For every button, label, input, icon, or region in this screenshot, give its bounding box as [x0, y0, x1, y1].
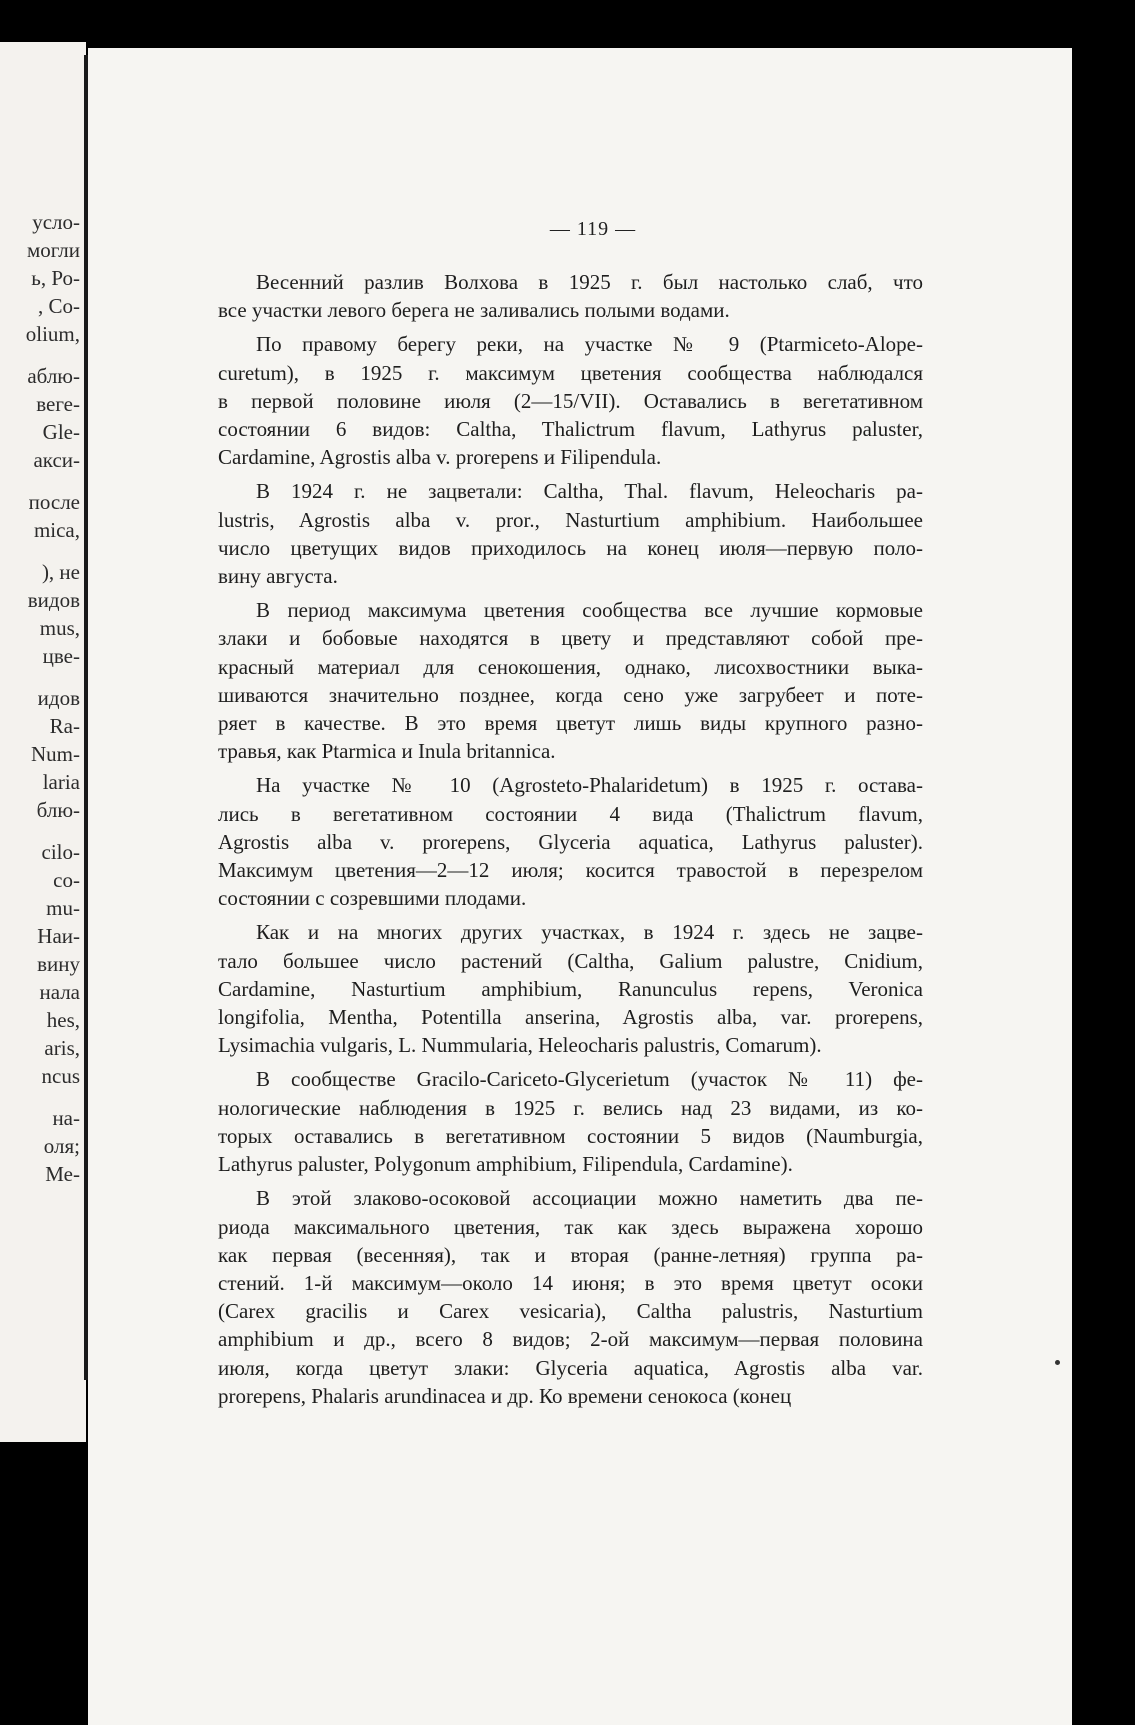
text-line: В сообществе Gracilo-Cariceto-Glycerietum (участок № 11) фе- — [256, 1067, 923, 1092]
previous-page-fragment: цве- — [42, 644, 80, 668]
previous-page-fragment: Наи- — [37, 924, 80, 948]
text-line: как первая (весенняя), так и вторая (ранне-летняя) группа ра- — [218, 1242, 923, 1267]
text-line: торых оставались в вегетативном состоянии 5 видов (Naumburgia, — [218, 1123, 923, 1148]
previous-page-fragment: Ме- — [45, 1162, 80, 1186]
text-line: Agrostis alba v. prorepens, Glyceria aquatica, Lathyrus paluster). — [218, 829, 923, 854]
previous-page-fragment: идов — [37, 686, 80, 710]
previous-page-fragment: нала — [39, 980, 80, 1004]
paragraph — [218, 330, 923, 471]
previous-page-fragment: Gle- — [42, 420, 80, 444]
text-line: В период максимума цветения сообщества все лучшие кормовые — [256, 598, 923, 623]
text-line: число цветущих видов приходилось на конец июля—первую поло- — [218, 535, 923, 560]
text-line: curetum), в 1925 г. максимум цветения сообщества наблюдался — [218, 360, 923, 385]
previous-page-fragment: акси- — [33, 448, 80, 472]
previous-page-fragment: усло- — [32, 210, 80, 234]
previous-page-fragment: cilo- — [41, 840, 80, 864]
previous-page-fragment: mus, — [39, 616, 80, 640]
paragraph — [218, 1065, 923, 1178]
text-line: июля, когда цветут злаки: Glyceria aquatica, Agrostis alba var. — [218, 1355, 923, 1380]
previous-page-edge — [0, 42, 86, 1442]
previous-page-fragment: Ra- — [49, 714, 80, 738]
text-line: Максимум цветения—2—12 июля; косится травостой в перезрелом — [218, 858, 923, 883]
text-line: шиваются значительно позднее, когда сено уже загрубеет и поте- — [218, 682, 923, 707]
text-line: злаки и бобовые находятся в цвету и представляют собой пре- — [218, 626, 923, 651]
previous-page-fragment: ь, Ро- — [31, 266, 80, 290]
text-line: amphibium и др., всего 8 видов; 2-ой максимум—первая половина — [218, 1327, 923, 1352]
text-line: Cardamine, Agrostis alba v. prorepens и Filipendula. — [218, 445, 662, 470]
paragraph — [218, 771, 923, 912]
previous-page-fragment: после — [28, 490, 80, 514]
previous-page-fragment: aris, — [44, 1036, 80, 1060]
text-line: стений. 1-й максимум—около 14 июня; в это время цветут осоки — [218, 1270, 923, 1295]
previous-page-fragment: блю- — [36, 798, 80, 822]
previous-page-fragment: mica, — [33, 518, 80, 542]
text-line: Весенний разлив Волхова в 1925 г. был настолько слаб, что — [256, 270, 923, 294]
text-line: Lathyrus paluster, Polygonum amphibium, Filipendula, Cardamine). — [218, 1152, 793, 1177]
text-line: все участки левого берега не заливались полыми водами. — [218, 298, 730, 323]
previous-page-fragment: laria — [42, 770, 80, 794]
book-page — [88, 48, 1072, 1725]
previous-page-fragment: , Co- — [38, 294, 80, 318]
previous-page-fragment: вину — [37, 952, 80, 976]
previous-page-fragment: ncus — [41, 1064, 80, 1088]
paragraph — [218, 918, 923, 1059]
text-line: риода максимального цветения, так как здесь выражена хорошо — [218, 1214, 923, 1239]
text-line: вину августа. — [218, 564, 338, 589]
text-line: (Carex gracilis и Carex vesicaria), Caltha palustris, Nasturtium — [218, 1299, 923, 1324]
previous-page-fragment: Num- — [31, 742, 80, 766]
text-line: ряет в качестве. В это время цветут лишь виды крупного разно- — [218, 711, 923, 736]
previous-page-fragment: веге- — [36, 392, 80, 416]
body-text — [218, 268, 923, 1410]
previous-page-fragment: ), не — [41, 560, 80, 584]
paragraph — [218, 596, 923, 765]
text-line: Как и на многих других участках, в 1924 г. здесь не зацве- — [256, 920, 923, 945]
text-line: По правому берегу реки, на участке № 9 (Ptarmiceto-Alope- — [256, 332, 923, 357]
text-line: longifolia, Mentha, Potentilla anserina, Agrostis alba, var. prorepens, — [218, 1005, 923, 1030]
previous-page-fragment: оля; — [43, 1134, 80, 1158]
text-line: lustris, Agrostis alba v. pror., Nasturtium amphibium. Наибольшее — [218, 507, 923, 532]
text-line: На участке № 10 (Agrosteto-Phalaridetum) в 1925 г. остава- — [256, 773, 923, 798]
previous-page-fragment: видов — [27, 588, 80, 612]
previous-page-fragment: mu- — [46, 896, 80, 920]
text-line: нологические наблюдения в 1925 г. велись над 23 видами, из ко- — [218, 1095, 923, 1120]
text-line: Cardamine, Nasturtium amphibium, Ranunculus repens, Veronica — [218, 976, 923, 1001]
previous-page-fragment: co- — [53, 868, 80, 892]
paragraph — [218, 268, 923, 324]
previous-page-fragment: аблю- — [27, 364, 80, 388]
text-line: красный материал для сенокошения, однако, лисохвостники выка- — [218, 654, 923, 679]
text-line: Lysimachia vulgaris, L. Nummularia, Heleocharis palustris, Comarum). — [218, 1033, 822, 1058]
previous-page-fragment: могли — [26, 238, 80, 262]
previous-page-fragment: на- — [52, 1106, 80, 1130]
text-line: в первой половине июля (2—15/VII). Оставались в вегетативном — [218, 388, 923, 413]
margin-dot — [1055, 1360, 1060, 1365]
previous-page-fragment: hes, — [46, 1008, 80, 1032]
text-line: лись в вегетативном состоянии 4 вида (Thalictrum flavum, — [218, 801, 923, 826]
text-line: травья, как Ptarmica и Inula britannica. — [218, 739, 556, 764]
paragraph — [218, 1184, 923, 1410]
text-line: В этой злаково-осоковой ассоциации можно наметить два пе- — [256, 1186, 923, 1211]
page-number: — 119 — — [549, 218, 637, 240]
text-line: prorepens, Phalaris arundinacea и др. Ко времени сенокоса (конец — [218, 1383, 792, 1408]
text-line: состоянии с созревшими плодами. — [218, 886, 527, 911]
paragraph — [218, 477, 923, 590]
previous-page-fragment: olium, — [25, 322, 80, 346]
text-line: тало большее число растений (Caltha, Galium palustre, Cnidium, — [218, 948, 923, 973]
text-line: состоянии 6 видов: Caltha, Thalictrum flavum, Lathyrus paluster, — [218, 417, 923, 442]
text-line: В 1924 г. не зацветали: Caltha, Thal. flavum, Heleocharis pa- — [256, 479, 923, 504]
